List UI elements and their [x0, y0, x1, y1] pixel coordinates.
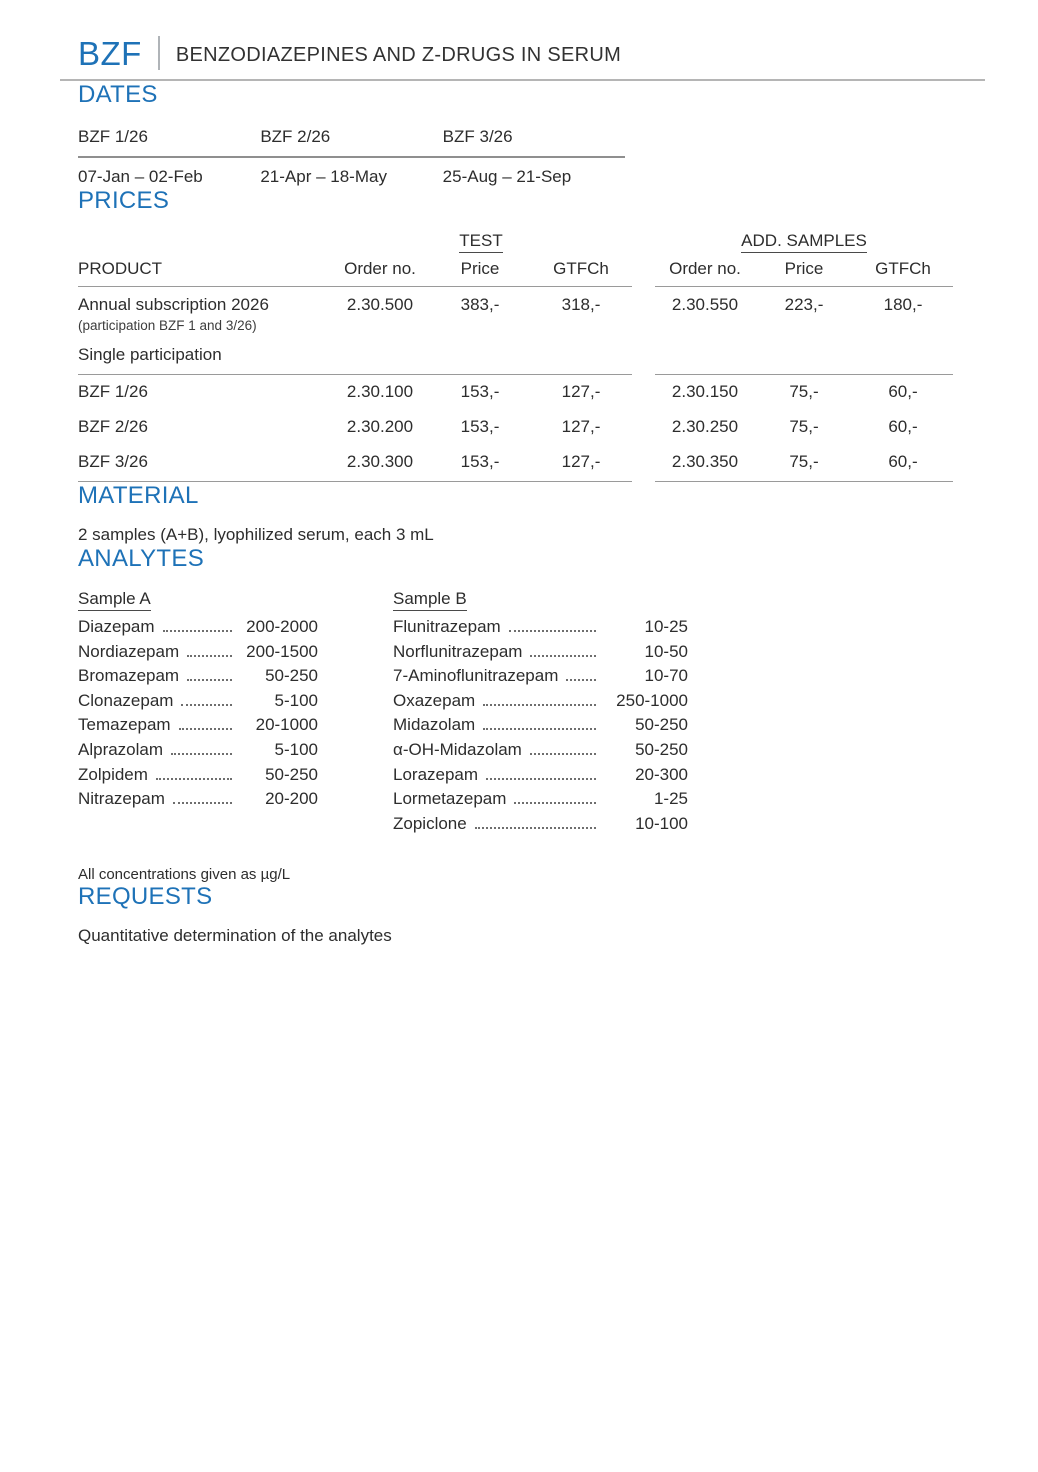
price-row-test-gtfch: 127,-: [530, 445, 632, 482]
document-header: [78, 0, 980, 70]
leader-dots: [179, 728, 232, 730]
analyte-range: 5-100: [274, 690, 318, 710]
add-gtfch-column-header: GTFCh: [853, 256, 953, 287]
analyte-row: [393, 642, 688, 667]
price-row-add-gtfch: 60,-: [888, 382, 918, 401]
analyte-name: Lormetazepam: [393, 789, 507, 809]
analyte-row: [78, 740, 318, 765]
test-order-column-header: Order no.: [330, 256, 430, 287]
test-gtfch-column-header: GTFCh: [530, 256, 632, 287]
analyte-name: Temazepam: [78, 715, 171, 735]
analyte-row: [78, 666, 318, 691]
annual-add-price: 223,-: [784, 295, 824, 314]
concentration-note: All concentrations given as µg/L: [78, 866, 291, 884]
dates-range: 21-Apr – 18-May: [260, 167, 387, 186]
analyte-row: [78, 765, 318, 790]
analyte-row: [393, 666, 688, 691]
analyte-row: [78, 617, 318, 642]
analyte-range: 10-70: [644, 666, 688, 686]
analyte-range: 10-25: [644, 617, 688, 636]
spacer-cell: [78, 231, 330, 256]
material-text: 2 samples (A+B), lyophilized serum, each 3 mL: [78, 525, 434, 544]
prices-heading: PRICES: [78, 187, 170, 214]
annual-add-gtfch: 180,-: [883, 295, 923, 314]
analyte-range: 200-1500: [246, 641, 318, 661]
analyte-row: [393, 789, 688, 814]
analytes-heading: ANALYTES: [78, 545, 204, 572]
leader-dots: [187, 679, 232, 681]
spacer-cell: [632, 333, 655, 375]
analyte-range: 10-100: [635, 813, 688, 833]
leader-dots: [475, 827, 596, 829]
leader-dots: [187, 655, 232, 657]
material-heading: MATERIAL: [78, 482, 199, 509]
analyte-name: Lorazepam: [393, 764, 479, 784]
leader-dots: [530, 753, 596, 755]
dates-value-row: [78, 158, 625, 187]
annual-subscription-note: (participation BZF 1 and 3/26): [78, 318, 257, 333]
analyte-row: [393, 715, 688, 740]
leader-dots: [514, 802, 596, 804]
price-row-test-gtfch: 127,-: [561, 417, 601, 436]
analyte-range: 50-250: [635, 739, 688, 759]
analyte-name: Alprazolam: [78, 739, 164, 759]
leader-dots: [509, 630, 596, 632]
spacer-cell: [632, 231, 655, 256]
spacer-cell: [632, 256, 655, 287]
dates-col-label: BZF 1/26: [78, 127, 148, 146]
analyte-name: 7-Aminoflunitrazepam: [393, 666, 559, 686]
product-column-header: PRODUCT: [78, 256, 330, 287]
analyte-row: [393, 740, 688, 765]
analyte-name: Midazolam: [393, 715, 476, 735]
annual-subscription-product: Annual subscription 2026: [78, 295, 269, 314]
leader-dots: [181, 704, 232, 706]
annual-add-order: 2.30.550: [671, 295, 739, 314]
single-participation-label: Single participation: [78, 333, 330, 375]
leader-dots: [163, 630, 232, 632]
prices-table: [78, 231, 980, 482]
price-row-product: BZF 2/26: [78, 417, 148, 436]
analyte-range: 200-2000: [246, 617, 318, 636]
requests-heading: REQUESTS: [78, 883, 213, 911]
test-group-header: TEST: [330, 231, 632, 256]
analyte-range: 20-200: [265, 789, 318, 809]
analyte-range: 20-1000: [255, 715, 318, 735]
analyte-name: Flunitrazepam: [393, 617, 501, 636]
annual-subscription-cell: [78, 287, 330, 333]
analyte-row: [393, 691, 688, 716]
leader-dots: [486, 778, 596, 780]
price-row-test-gtfch: 127,-: [561, 382, 601, 401]
analyte-name: α-OH-Midazolam: [393, 739, 522, 759]
analyte-row: [78, 691, 318, 716]
sample-b-label: Sample B: [393, 589, 467, 611]
analyte-name: Clonazepam: [78, 690, 174, 710]
analyte-row: [78, 715, 318, 740]
price-row-add-order: 2.30.350: [655, 445, 755, 482]
leader-dots: [566, 679, 596, 681]
price-row-test-order: 2.30.300: [330, 445, 430, 482]
dates-col-label: BZF 3/26: [442, 127, 513, 146]
price-row-add-price: 75,-: [755, 445, 853, 482]
leader-dots: [483, 728, 596, 730]
dates-header-row: [78, 127, 625, 158]
analyte-name: Zolpidem: [78, 764, 148, 784]
test-group-rule: [330, 333, 632, 375]
leader-dots: [156, 778, 232, 780]
annual-test-price: 383,-: [460, 295, 500, 314]
price-row-add-gtfch: 60,-: [888, 417, 918, 436]
analyte-range: 5-100: [274, 739, 318, 759]
price-row-test-order: 2.30.100: [346, 382, 414, 401]
dates-heading: DATES: [78, 81, 158, 108]
analyte-name: Bromazepam: [78, 666, 180, 686]
leader-dots: [173, 802, 232, 804]
annual-test-gtfch: 318,-: [561, 295, 601, 314]
analyte-range: 50-250: [635, 715, 688, 735]
analyte-name: Norflunitrazepam: [393, 641, 523, 661]
annual-test-order: 2.30.500: [346, 295, 414, 314]
dates-col-label: BZF 2/26: [260, 127, 331, 146]
spacer-cell: [632, 375, 655, 410]
analyte-name: Nitrazepam: [78, 789, 165, 809]
analyte-row: [393, 617, 688, 642]
sample-a-label: Sample A: [78, 589, 151, 611]
analyte-range: 20-300: [635, 764, 688, 784]
spacer-cell: [632, 445, 655, 482]
dates-range: 07-Jan – 02-Feb: [78, 167, 203, 186]
price-row-test-price: 153,-: [460, 382, 500, 401]
analyte-range: 1-25: [653, 789, 688, 809]
dates-table: [78, 127, 625, 187]
price-row-test-order: 2.30.200: [346, 417, 414, 436]
price-row-product: BZF 3/26: [78, 445, 330, 482]
spacer-cell: [632, 287, 655, 333]
price-row-product: BZF 1/26: [78, 382, 148, 401]
analyte-range: 250-1000: [616, 690, 688, 710]
test-price-column-header: Price: [430, 256, 530, 287]
scheme-code: BZF: [78, 34, 142, 72]
add-order-column-header: Order no.: [655, 256, 755, 287]
add-samples-group-header: ADD. SAMPLES: [655, 231, 953, 256]
analyte-row: [78, 789, 318, 814]
analyte-row: [393, 814, 688, 839]
analyte-name: Diazepam: [78, 617, 155, 636]
price-row-add-order: 2.30.150: [671, 382, 739, 401]
price-row-test-price: 153,-: [460, 417, 500, 436]
add-price-column-header: Price: [755, 256, 853, 287]
analyte-name: Oxazepam: [393, 690, 476, 710]
price-row-test-price: 153,-: [430, 445, 530, 482]
analyte-range: 50-250: [265, 666, 318, 686]
analytes-columns: [78, 589, 980, 838]
requests-text: Quantitative determination of the analytes: [78, 926, 392, 946]
analyte-row: [78, 642, 318, 667]
price-row-add-gtfch: 60,-: [853, 445, 953, 482]
price-row-add-price: 75,-: [789, 382, 819, 401]
analyte-range: 10-50: [644, 641, 688, 661]
leader-dots: [483, 704, 596, 706]
analyte-range: 50-250: [265, 764, 318, 784]
sample-a-column: [78, 589, 318, 838]
add-group-rule: [655, 333, 953, 375]
spacer-cell: [632, 410, 655, 445]
analyte-name: Zopiclone: [393, 813, 467, 833]
dates-range: 25-Aug – 21-Sep: [442, 167, 572, 186]
price-row-add-price: 75,-: [789, 417, 819, 436]
document-title: BENZODIAZEPINES AND Z-DRUGS IN SERUM: [175, 43, 622, 66]
header-divider: [158, 36, 160, 70]
price-row-add-order: 2.30.250: [671, 417, 739, 436]
leader-dots: [171, 753, 232, 755]
analyte-row: [393, 765, 688, 790]
sample-b-column: [393, 589, 688, 838]
analyte-name: Nordiazepam: [78, 641, 180, 661]
leader-dots: [530, 655, 596, 657]
